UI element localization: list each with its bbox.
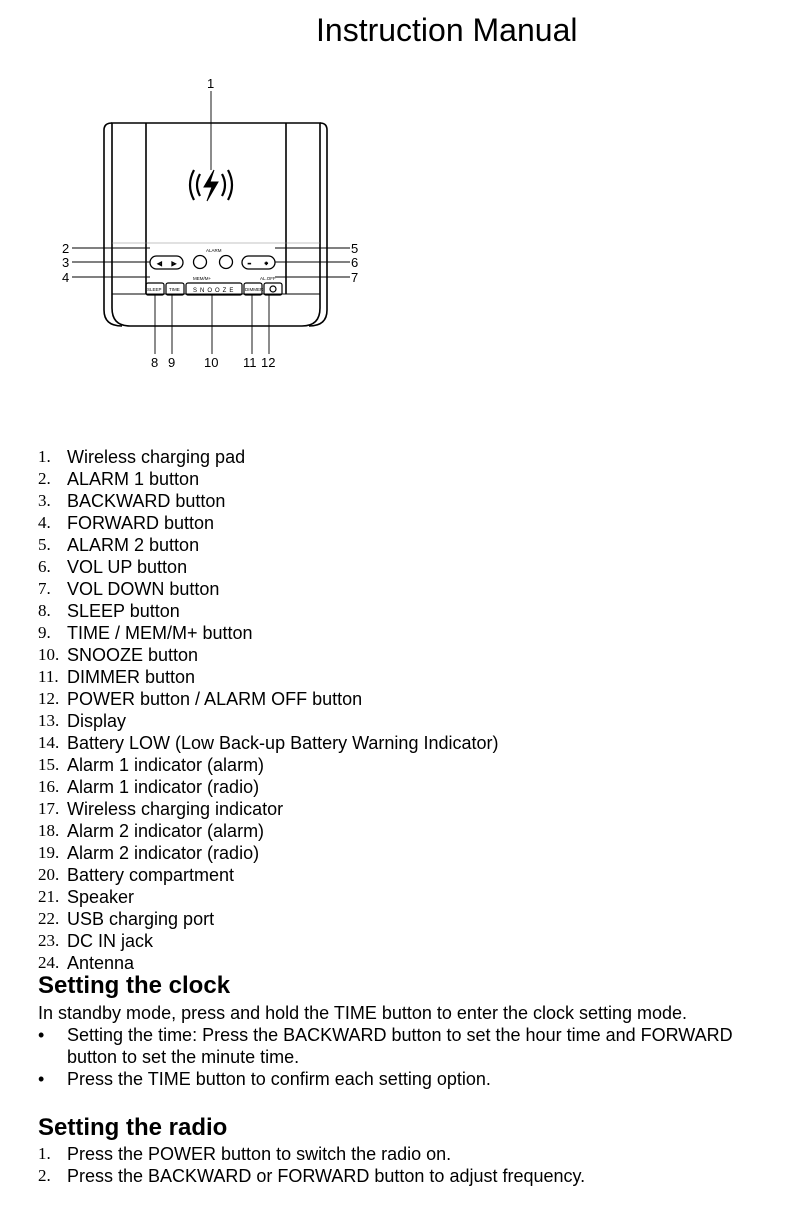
- list-item: [38, 534, 499, 556]
- callout-6: 6: [351, 255, 359, 270]
- callout-5: 5: [351, 241, 359, 256]
- clock-front-diagram: [50, 70, 380, 380]
- list-item: [38, 754, 499, 776]
- alarm-2-button[interactable]: [220, 256, 233, 269]
- list-text: Antenna: [67, 953, 135, 973]
- list-item: [38, 446, 499, 468]
- list-item: [38, 490, 499, 512]
- alarm-1-button[interactable]: [194, 256, 207, 269]
- list-text: USB charging port: [67, 909, 215, 929]
- list-number: 17.: [38, 799, 60, 818]
- list-text: TIME / MEM/M+ button: [67, 623, 253, 643]
- list-text: Battery compartment: [67, 865, 235, 885]
- list-item: [38, 930, 499, 952]
- callout-9: 9: [168, 355, 176, 370]
- list-number: 19.: [38, 843, 60, 862]
- list-text: FORWARD button: [67, 513, 215, 533]
- list-item: [38, 666, 499, 688]
- list-text: Alarm 2 indicator (alarm): [67, 821, 265, 841]
- dimmer-label: DIMMER: [245, 287, 264, 292]
- list-item: [38, 512, 499, 534]
- list-item: [38, 622, 499, 644]
- bullet-icon: •: [38, 1069, 45, 1089]
- list-item: [38, 908, 499, 930]
- callout-7: 7: [351, 270, 359, 285]
- radio-step: [38, 1143, 585, 1165]
- callout-2: 2: [62, 241, 70, 256]
- list-item: [38, 820, 499, 842]
- bullet-icon: •: [38, 1025, 45, 1045]
- top-button-row: [150, 256, 275, 270]
- list-number: 1.: [38, 1144, 51, 1163]
- list-text: VOL DOWN button: [67, 579, 220, 599]
- list-number: 14.: [38, 733, 60, 752]
- list-text: Speaker: [67, 887, 135, 907]
- list-text: SNOOZE button: [67, 645, 199, 665]
- list-number: 24.: [38, 953, 60, 972]
- callout-10: 10: [204, 355, 219, 370]
- list-text: VOL UP button: [67, 557, 188, 577]
- callout-leaders: [72, 91, 350, 354]
- list-number: 16.: [38, 777, 60, 796]
- clock-section-heading: Setting the clock: [38, 972, 231, 999]
- list-number: 12.: [38, 689, 60, 708]
- list-item: [38, 952, 499, 974]
- list-item: [38, 688, 499, 710]
- list-number: 10.: [38, 645, 60, 664]
- list-number: 20.: [38, 865, 60, 884]
- list-item: [38, 886, 499, 908]
- mem-label: MEM/M+: [193, 276, 212, 281]
- list-text: POWER button / ALARM OFF button: [67, 689, 363, 709]
- list-number: 11.: [38, 667, 59, 686]
- list-text: DC IN jack: [67, 931, 154, 951]
- callout-8: 8: [151, 355, 159, 370]
- radio-steps-list: [38, 1143, 585, 1187]
- list-text: Display: [67, 711, 127, 731]
- list-number: 1.: [38, 447, 51, 466]
- alarm-arc-label: ALARM: [206, 248, 222, 253]
- time-label: TIME: [169, 287, 180, 292]
- radio-step: [38, 1165, 585, 1187]
- list-text: Press the BACKWARD or FORWARD button to adjust frequency.: [67, 1166, 586, 1186]
- svg-text:◁: ◁: [158, 261, 162, 266]
- list-text: Press the POWER button to switch the radio on.: [67, 1144, 452, 1164]
- bullet-item: [38, 1068, 778, 1090]
- parts-list: [38, 446, 499, 974]
- list-item: [38, 864, 499, 886]
- volume-rocker[interactable]: [242, 256, 275, 269]
- list-number: 3.: [38, 491, 51, 510]
- backward-forward-rocker[interactable]: [150, 256, 183, 269]
- list-number: 15.: [38, 755, 60, 774]
- list-number: 2.: [38, 469, 51, 488]
- list-item: [38, 644, 499, 666]
- list-item: [38, 468, 499, 490]
- list-number: 9.: [38, 623, 51, 642]
- alarm-off-label: AL.OFF: [260, 276, 276, 281]
- power-button[interactable]: [264, 283, 282, 295]
- callout-1: 1: [207, 76, 215, 91]
- list-text: SLEEP button: [67, 601, 180, 621]
- svg-text:+: +: [265, 261, 268, 266]
- list-text: Wireless charging indicator: [67, 799, 284, 819]
- list-number: 18.: [38, 821, 60, 840]
- list-text: BACKWARD button: [67, 491, 226, 511]
- bullet-text: Press the TIME button to confirm each setting option.: [67, 1069, 491, 1089]
- snooze-label: SNOOZE: [193, 288, 237, 294]
- list-item: [38, 556, 499, 578]
- list-text: Wireless charging pad: [67, 447, 246, 467]
- callout-4: 4: [62, 270, 70, 285]
- page-title: Instruction Manual: [316, 12, 578, 48]
- list-number: 6.: [38, 557, 51, 576]
- sleep-label: SLEEP: [147, 287, 162, 292]
- list-item: [38, 710, 499, 732]
- list-text: Battery LOW (Low Back-up Battery Warning Indicator): [67, 733, 499, 753]
- bullet-item: [38, 1024, 778, 1068]
- radio-section-heading: Setting the radio: [38, 1114, 228, 1141]
- list-number: 13.: [38, 711, 60, 730]
- list-text: ALARM 2 button: [67, 535, 200, 555]
- callout-11: 11: [243, 355, 257, 370]
- list-text: Alarm 1 indicator (radio): [67, 777, 260, 797]
- svg-text:▷: ▷: [172, 261, 176, 266]
- list-number: 21.: [38, 887, 60, 906]
- list-item: [38, 600, 499, 622]
- callout-3: 3: [62, 255, 70, 270]
- list-number: 23.: [38, 931, 60, 950]
- bullet-text: Setting the time: Press the BACKWARD button to set the hour time and FORWARD button to set the minute time.: [67, 1025, 733, 1067]
- wireless-charging-icon: [190, 170, 232, 201]
- list-item: [38, 776, 499, 798]
- clock-section-intro: In standby mode, press and hold the TIME button to enter the clock setting mode.: [38, 1003, 688, 1023]
- list-number: 4.: [38, 513, 51, 532]
- list-text: Alarm 1 indicator (alarm): [67, 755, 265, 775]
- list-number: 8.: [38, 601, 51, 620]
- list-item: [38, 732, 499, 754]
- callout-12: 12: [261, 355, 276, 370]
- list-text: DIMMER button: [67, 667, 196, 687]
- list-item: [38, 798, 499, 820]
- list-text: Alarm 2 indicator (radio): [67, 843, 260, 863]
- clock-bullet-list: [38, 1024, 778, 1090]
- list-number: 22.: [38, 909, 60, 928]
- list-item: [38, 842, 499, 864]
- list-number: 2.: [38, 1166, 51, 1185]
- list-number: 5.: [38, 535, 51, 554]
- list-text: ALARM 1 button: [67, 469, 200, 489]
- list-item: [38, 578, 499, 600]
- list-number: 7.: [38, 579, 51, 598]
- svg-text:−: −: [248, 261, 251, 266]
